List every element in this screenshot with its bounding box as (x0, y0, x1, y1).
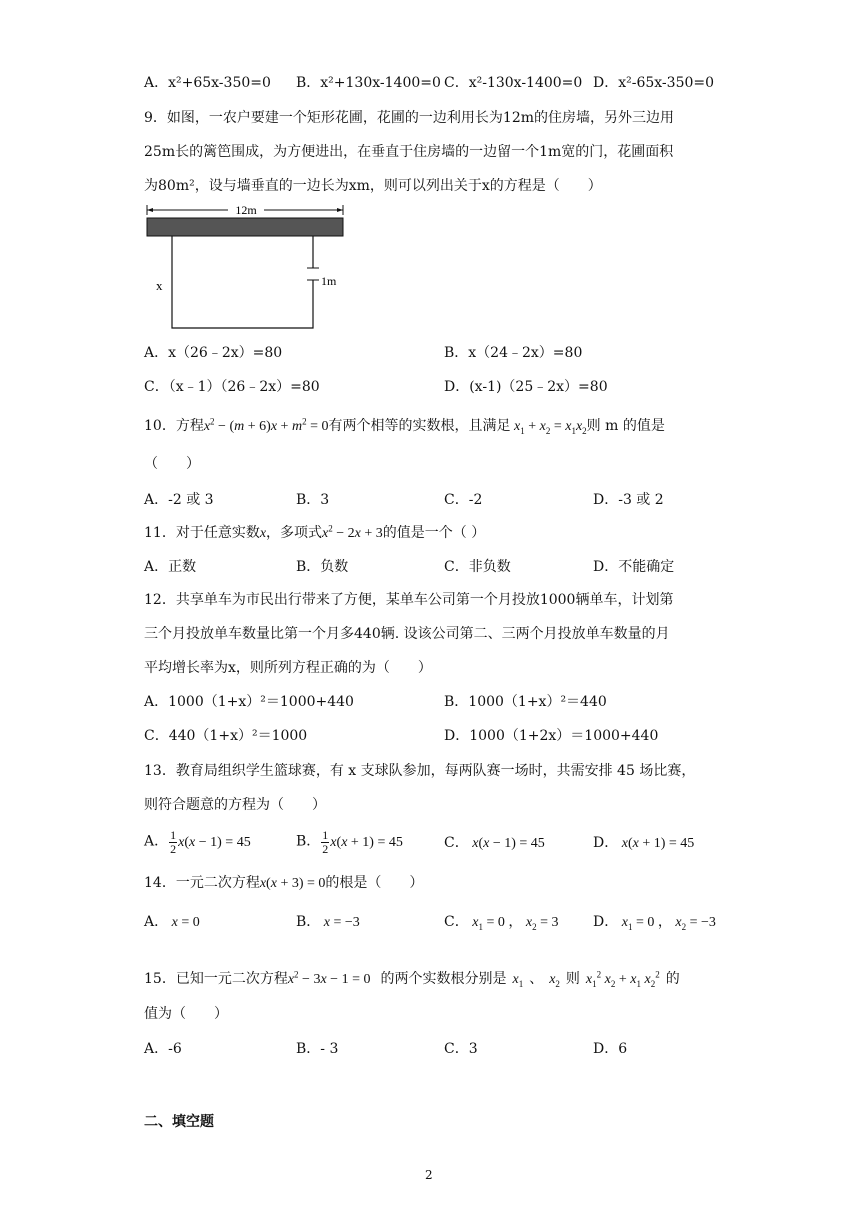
q10-prefix: 10．方程 (144, 418, 204, 434)
q15-prefix: 15．已知一元二次方程 (144, 971, 288, 987)
q15-option-a: A．-6 (144, 1041, 182, 1057)
q15-root-x1: $x_1$ (512, 972, 524, 989)
q10-option-d: D．-3 或 2 (593, 492, 664, 508)
q9-figure (140, 200, 360, 335)
q15-mid1: 的两个实数根分别是 (380, 971, 507, 987)
q9-line-3: 为80m²，设与墙垂直的一边长为xm，则可以列出关于x的方程是（ ） (144, 178, 602, 194)
q14-prefix: 14．一元二次方程 (144, 875, 260, 891)
q13-option-b (296, 829, 403, 856)
q10-option-c: C．-2 (444, 492, 483, 508)
fig-door-label: 1m (321, 274, 337, 288)
q13-line-2: 则符合题意的方程为（ ） (144, 797, 326, 813)
fig-x-label: x (156, 278, 163, 293)
q12-line-1: 12．共享单车为市民出行带来了方便，某单车公司第一个月投放1000辆单车，计划第 (144, 592, 674, 608)
q9-line-1: 9．如图，一农户要建一个矩形花圃，花圃的一边利用长为12m的住房墙，另外三边用 (144, 110, 674, 126)
q15-separator: 、 (529, 971, 544, 987)
q13-option-a-formula: $\frac{1}{2}$ x(x − 1) = 45 (170, 828, 251, 856)
q15-line-2: 值为（ ） (144, 1006, 228, 1022)
q14-option-b (296, 912, 360, 933)
q12-option-d: D．1000（1+2x）＝1000+440 (444, 728, 659, 744)
q15-suffix: 的 (665, 971, 680, 987)
q14-option-a (144, 912, 200, 933)
q9-line-2: 25m长的篱笆围成，为方便进出，在垂直于住房墙的一边留一个1m宽的门，花圃面积 (144, 144, 674, 160)
q13-option-c-label: C． (444, 835, 469, 851)
q12-line-2: 三个月投放单车数量比第一个月多440辆. 设该公司第二、三两个月投放单车数量的月 (144, 626, 670, 642)
q14-equation: x(x + 3) = 0 (259, 876, 326, 891)
q10-condition: $x_1 + x_2 = x_1x_2$ (510, 419, 587, 436)
q13-option-c (444, 833, 545, 854)
q14-option-b-formula: x = −3 (320, 915, 360, 930)
q13-option-a (144, 829, 251, 856)
q13-option-d (593, 833, 694, 854)
q10-option-b: B．3 (296, 492, 330, 508)
q15-stem (144, 969, 680, 990)
q14-option-d-formula: $x_1 = 0$ ， $x_2 = -3$ (618, 915, 716, 932)
section-heading-fill-in: 二、填空题 (144, 1114, 214, 1130)
q12-line-3: 平均增长率为x，则所列方程正确的为（ ） (144, 660, 432, 676)
q11-mid: ，多项式 (266, 525, 323, 541)
q13-option-d-label: D． (593, 835, 619, 851)
q15-option-d: D．6 (593, 1041, 628, 1057)
q15-option-b: B．- 3 (296, 1041, 339, 1057)
q11-option-c: C．非负数 (444, 559, 511, 575)
q9-option-b: B．x（24﹣2x）=80 (444, 345, 583, 361)
q15-mid2: 则 (565, 971, 580, 987)
q14-option-a-label: A． (144, 914, 169, 930)
q10-option-a: A．-2 或 3 (144, 492, 214, 508)
q10-paren: （ ） (144, 456, 200, 472)
q9-option-c: C．（x﹣1）（26﹣2x）=80 (144, 379, 320, 395)
q8-option-b: B．x²+130x-1400=0 (296, 75, 441, 91)
q14-option-b-label: B． (296, 914, 321, 930)
q14-option-c-label: C． (444, 914, 469, 930)
q11-variable: x (259, 526, 267, 541)
q10-mid: 有两个相等的实数根，且满足 (328, 418, 511, 434)
q12-option-b: B．1000（1+x）²＝440 (444, 694, 607, 710)
q13-line-1: 13．教育局组织学生篮球赛，有 x 支球队参加，每两队赛一场时，共需安排 45 场比赛， (144, 763, 696, 779)
q13-option-c-formula: x(x − 1) = 45 (468, 836, 545, 851)
q14-option-c (444, 912, 558, 933)
q15-equation: $x^2 - 3x - 1 = 0$ (287, 969, 371, 987)
q14-option-a-formula: x = 0 (168, 915, 200, 930)
q11-option-d: D．不能确定 (593, 559, 675, 575)
q14-option-d-label: D． (593, 914, 619, 930)
q13-option-a-label: A． (144, 833, 169, 850)
q11-option-a: A．正数 (144, 559, 197, 575)
q10-suffix: 则 m 的值是 (586, 418, 665, 434)
q8-option-c: C．x²-130x-1400=0 (444, 75, 583, 91)
q11-polynomial: $x^2 - 2x + 3$ (322, 523, 383, 541)
q13-option-d-formula: x(x + 1) = 45 (618, 836, 695, 851)
q14-stem (144, 873, 423, 894)
fig-wall-length-label: 12m (235, 203, 257, 217)
q11-prefix: 11．对于任意实数 (144, 525, 260, 541)
q13-option-b-formula: $\frac{1}{2}$ x(x + 1) = 45 (322, 828, 403, 856)
q15-expression: $x_1^2$ $x_2 + x_1$ $x_2^2$ (585, 969, 660, 989)
q10-stem (144, 416, 665, 437)
q15-root-x2: $x_2$ (549, 972, 560, 989)
q12-option-c: C．440（1+x）²＝1000 (144, 728, 308, 744)
q15-option-c: C．3 (444, 1041, 478, 1057)
q9-option-a: A．x（26﹣2x）=80 (144, 345, 283, 361)
q14-option-d (593, 912, 716, 933)
q10-equation: $x^2 - (m + 6)x + m^2 = 0$ (203, 416, 329, 434)
q12-option-a: A．1000（1+x）²＝1000+440 (144, 694, 354, 710)
q14-suffix: 的根是（ ） (325, 875, 424, 891)
q13-option-b-label: B． (296, 833, 321, 850)
q14-option-c-formula: $x_1 = 0$ ， $x_2 = 3$ (468, 915, 559, 932)
q8-option-d: D．x²-65x-350=0 (593, 75, 715, 91)
q11-stem (144, 523, 485, 544)
q8-option-a: A．x²+65x-350=0 (144, 75, 271, 91)
q11-suffix: 的值是一个（ ） (382, 525, 486, 541)
page-number: 2 (425, 1168, 433, 1182)
q9-option-d: D．(x-1)（25﹣2x）=80 (444, 379, 608, 395)
q11-option-b: B．负数 (296, 559, 349, 575)
